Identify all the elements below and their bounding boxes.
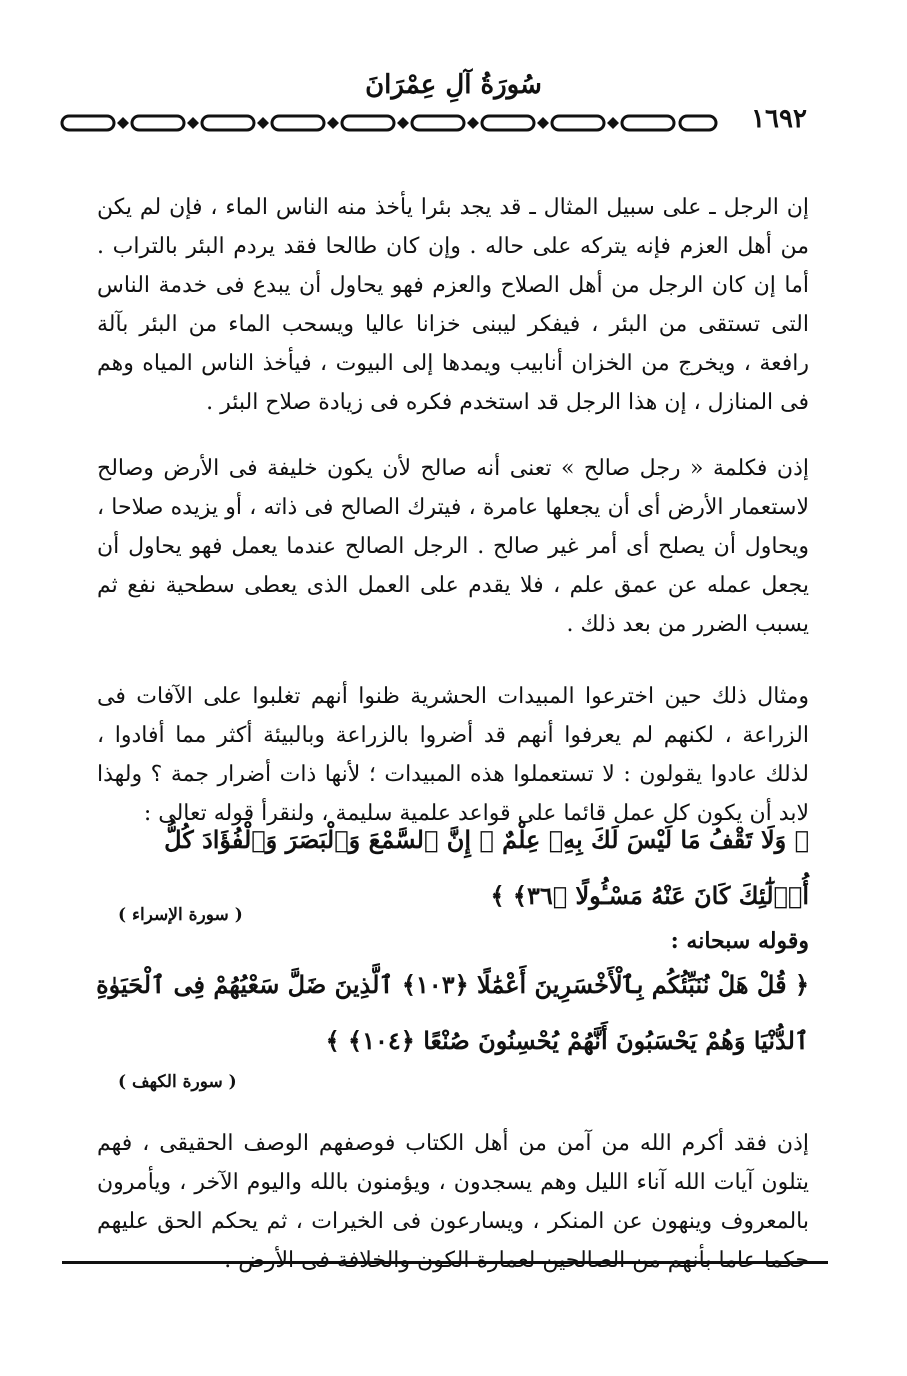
- surah-reference-al-isra: ( سورة الإسراء ): [118, 905, 243, 925]
- page-number: ١٦٩٢: [751, 104, 807, 134]
- surah-reference-al-kahf: ( سورة الكهف ): [118, 1072, 237, 1092]
- quran-verse-al-kahf: ﴿ قُلْ هَلْ نُنَبِّئُكُم بِٱلْأَخْسَرِينَ أَعْمَٰلًا ﴿١٠٣﴾ ٱلَّذِينَ ضَلَّ سَعْيُهُمْ فِى ٱلْحَيَوٰةِ ٱلدُّنْيَا وَهُمْ يَحْسَبُونَ أَنَّهُمْ يُحْسِنُونَ صُنْعًا ﴿١٠٤﴾ ﴾: [96, 970, 809, 1055]
- paragraph-pesticides: ومثال ذلك حين اخترعوا المبيدات الحشرية ظنوا أنهم تغلبوا على الآفات فى الزراعة ، لكنهم لم يعرفوا أنهم قد أضروا بالزراعة وبالبيئة أكثر مما أفادوا ، لذلك عادوا يقولون : لا تستعملوا هذه المبيدات ؛ لأنها ذات أضرار جمة ؟ ولهذا لابد أن يكون كل عمل قائما على قواعد علمية سليمة ، ولنقرأ قوله تعالى :: [97, 684, 809, 826]
- ornamental-header-rule: [60, 112, 720, 134]
- verse-intro-line: وقوله سبحانه :: [670, 928, 809, 954]
- footer-divider: [62, 1261, 828, 1264]
- paragraph-well-example: إن الرجل ـ على سبيل المثال ـ قد يجد بئرا يأخذ منه الناس الماء ، فإن لم يكن من أهل العزم فإنه يتركه على حاله . وإن كان طالحا فقد يردم البئر بالتراب . أما إن كان الرجل من أهل الصلاح والعزم فهو يحاول أن يبدع فى خدمة الناس التى تستقى من البئر ، فيفكر ليبنى خزانا عاليا ويسحب الماء من البئر بآلة رافعة ، ويخرج من الخزان أنابيب ويمدها إلى البيوت ، فيأخذ الناس المياه وهم فى المنازل ، إن هذا الرجل قد استخدم فكره فى زيادة صلاح البئر .: [97, 195, 809, 415]
- surah-title: سُورَةُ آلِ عِمْرَانَ: [365, 70, 542, 100]
- quran-verse-al-isra: ﴿ وَلَا تَقْفُ مَا لَيْسَ لَكَ بِهِۦ عِلْمٌ ۚ إِنَّ ٱلسَّمْعَ وَٱلْبَصَرَ وَٱلْفُؤَادَ كُلُّ أُو۟لَٰٓئِكَ كَانَ عَنْهُ مَسْـُٔولًا ﴿٣٦﴾ ﴾: [164, 825, 809, 910]
- paragraph-righteous-man: إذن فكلمة « رجل صالح » تعنى أنه صالح لأن يكون خليفة فى الأرض وصالح لاستعمار الأرض أى أن يجعلها عامرة ، فيترك الصالح فى ذاته ، أو يزيده صلاحا ، ويحاول أن يصلح أى أمر غير صالح . الرجل الصالح عندما يعمل فهو يحاول أن يجعل عمله عن عمق علم ، فلا يقدم على العمل الذى يعطى سطحية نفع ثم يسبب الضرر من بعد ذلك .: [97, 456, 809, 637]
- paragraph-people-of-book: إذن فقد أكرم الله من آمن من أهل الكتاب فوصفهم الوصف الحقيقى ، فهم يتلون آيات الله آناء الليل وهم يسجدون ، ويؤمنون بالله واليوم الآخر ، ويأمرون بالمعروف وينهون عن المنكر ، ويسارعون فى الخيرات ، ثم يحكم الحق عليهم: [97, 1131, 810, 1234]
